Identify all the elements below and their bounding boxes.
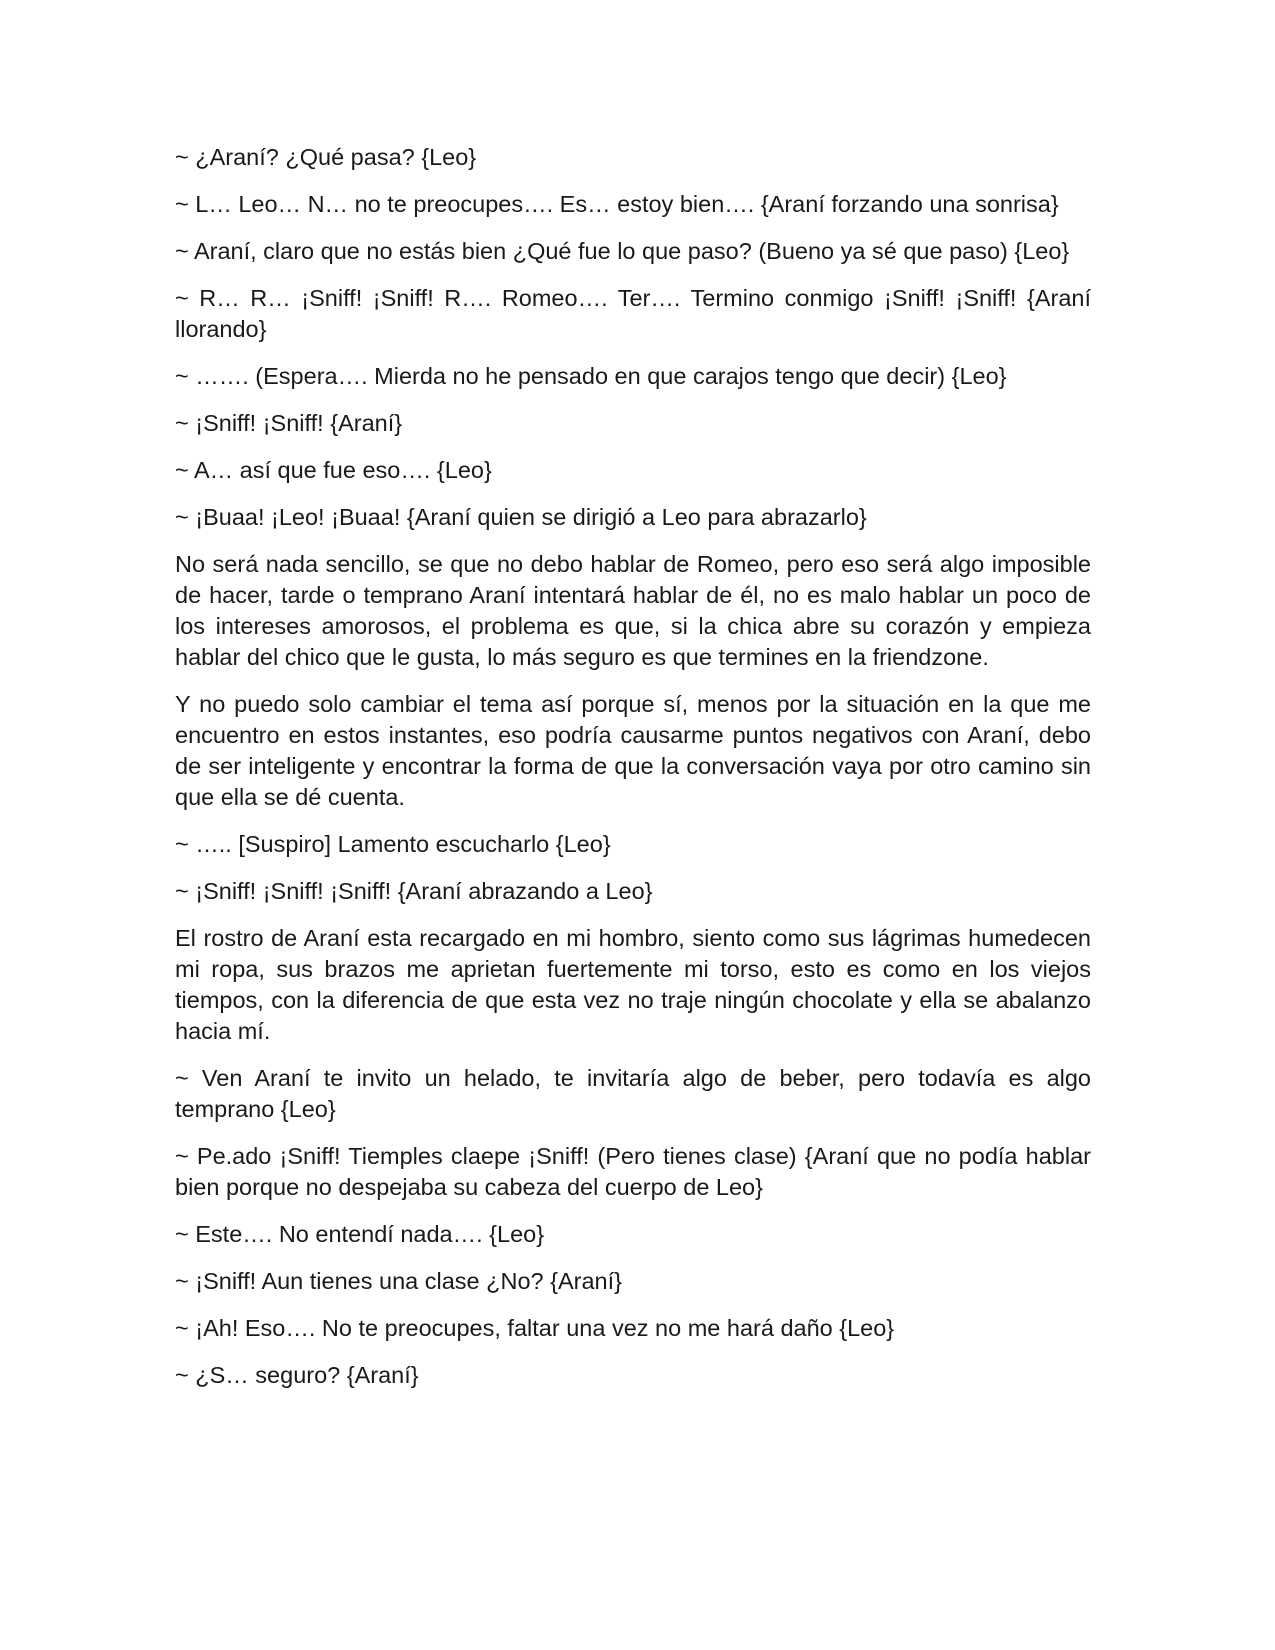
dialogue-line: ~ Araní, claro que no estás bien ¿Qué fue lo que paso? (Bueno ya sé que paso) {Leo} xyxy=(175,238,1070,264)
dialogue-line: ~ A… así que fue eso…. {Leo} xyxy=(175,457,492,483)
dialogue-line: ~ ¡Ah! Eso…. No te preocupes, faltar una vez no me hará daño {Leo} xyxy=(175,1315,895,1341)
dialogue-line: ~ ¿S… seguro? {Araní} xyxy=(175,1362,419,1388)
dialogue-line: ~ R… R… ¡Sniff! ¡Sniff! R…. Romeo…. Ter…. Termino conmigo ¡Sniff! ¡Sniff! {Araní llorando} xyxy=(175,285,1091,342)
dialogue-line: ~ Ven Araní te invito un helado, te invitaría algo de beber, pero todavía es algo temprano {Leo} xyxy=(175,1065,1091,1122)
dialogue-line: ~ ……. (Espera…. Mierda no he pensado en que carajos tengo que decir) {Leo} xyxy=(175,363,1007,389)
narration-paragraph: El rostro de Araní esta recargado en mi hombro, siento como sus lágrimas humedecen mi ropa, sus brazos me aprietan fuertemente mi torso, esto es como en los viejos tiempos, con la diferencia de que esta vez no traje ningún chocolate y ella se abalanzo hacia mí. xyxy=(175,925,1091,1044)
dialogue-line: ~ ¡Sniff! Aun tienes una clase ¿No? {Araní} xyxy=(175,1268,623,1294)
narration-paragraph: No será nada sencillo, se que no debo hablar de Romeo, pero eso será algo imposible de hacer, tarde o temprano Araní intentará hablar de él, no es malo hablar un poco de los intereses amorosos, el problema es que, si la chica abre su corazón y empieza hablar del chico que le gusta, lo más seguro es que termines en la friendzone. xyxy=(175,551,1091,670)
dialogue-line: ~ Este…. No entendí nada…. {Leo} xyxy=(175,1221,545,1247)
dialogue-line: ~ ….. [Suspiro] Lamento escucharlo {Leo} xyxy=(175,831,611,857)
dialogue-line: ~ ¡Sniff! ¡Sniff! ¡Sniff! {Araní abrazando a Leo} xyxy=(175,878,653,904)
dialogue-line: ~ L… Leo… N… no te preocupes…. Es… estoy bien…. {Araní forzando una sonrisa} xyxy=(175,191,1059,217)
dialogue-line: ~ ¿Araní? ¿Qué pasa? {Leo} xyxy=(175,144,477,170)
dialogue-line: ~ ¡Buaa! ¡Leo! ¡Buaa! {Araní quien se dirigió a Leo para abrazarlo} xyxy=(175,504,867,530)
narration-paragraph: Y no puedo solo cambiar el tema así porque sí, menos por la situación en la que me encuentro en estos instantes, eso podría causarme puntos negativos con Araní, debo de ser inteligente y encontrar la forma de que la conversación vaya por otro camino sin que ella se dé cuenta. xyxy=(175,691,1091,810)
document-body xyxy=(175,142,1091,1407)
dialogue-line: ~ Pe.ado ¡Sniff! Tiemples claepe ¡Sniff! (Pero tienes clase) {Araní que no podía hablar bien porque no despejaba su cabeza del cuerpo de Leo} xyxy=(175,1143,1091,1200)
dialogue-line: ~ ¡Sniff! ¡Sniff! {Araní} xyxy=(175,410,403,436)
